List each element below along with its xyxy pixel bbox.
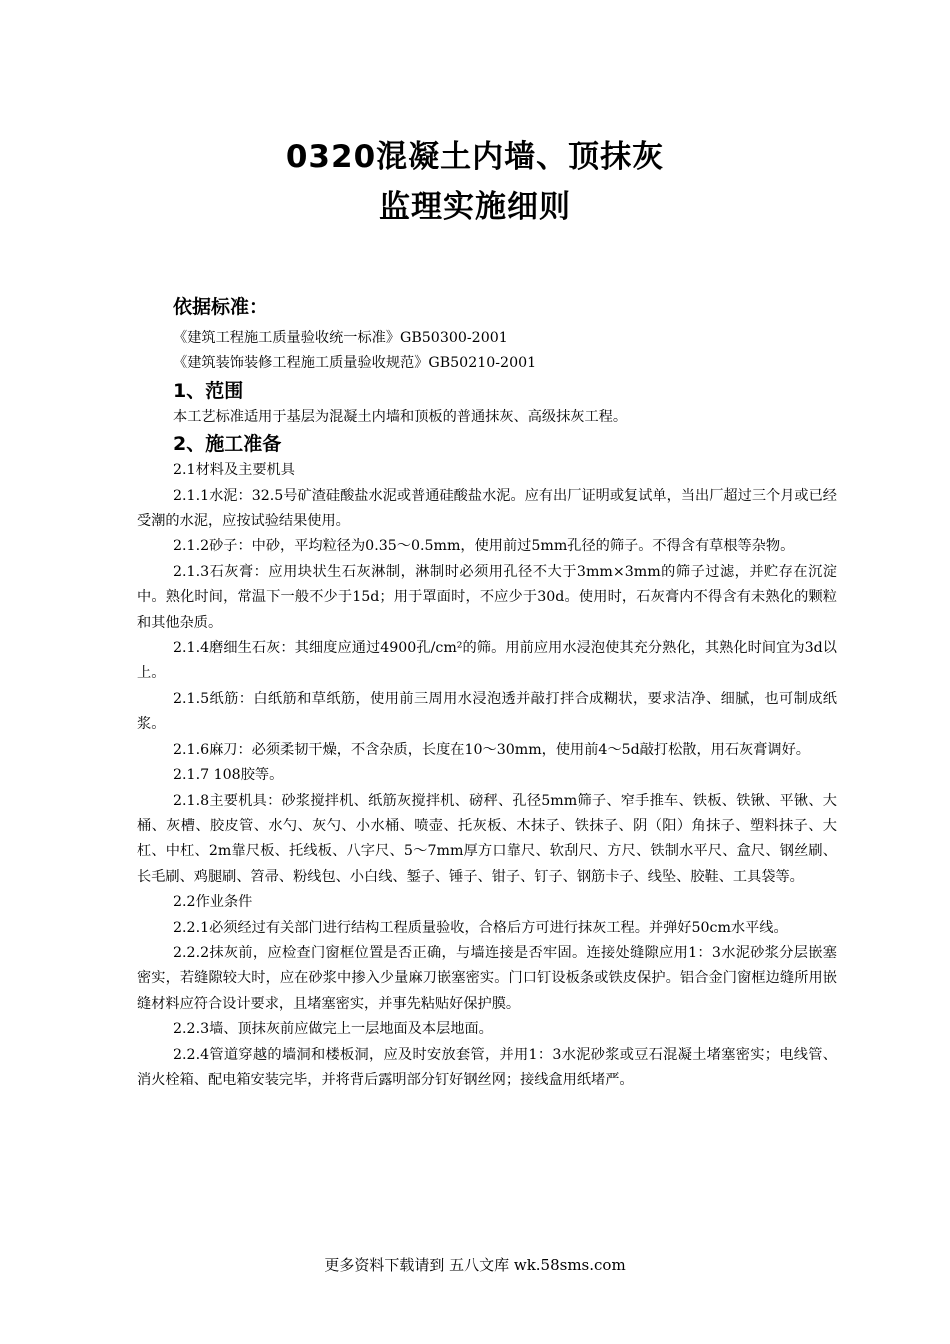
standard-reference-2: 《建筑装饰装修工程施工质量验收规范》GB50210-2001 xyxy=(173,355,537,372)
paragraph-2-2-3: 2.2.3墙、顶抹灰前应做完上一层地面及本层地面。 xyxy=(173,1021,493,1038)
scope-paragraph: 本工艺标准适用于基层为混凝土内墙和顶板的普通抹灰、高级抹灰工程。 xyxy=(173,408,628,425)
paragraph-2-2-4: 2.2.4管道穿越的墙洞和楼板洞，应及时安放套管，并用1：3水泥砂浆或豆石混凝土堵塞密实；电线管、消火栓箱、配电箱安装完毕，并将背后露明部分钉好钢丝网；接线盒用纸堵严。 xyxy=(137,1046,837,1088)
standard-reference-1: 《建筑工程施工质量验收统一标准》GB50300-2001 xyxy=(173,330,508,346)
paragraph-2-1-1: 2.1.1水泥：32.5号矿渣硅酸盐水泥或普通硅酸盐水泥。应有出厂证明或复试单，当出厂超过三个月或已经受潮的水泥，应按试验结果使用。 xyxy=(137,487,837,530)
paragraph-2-1-2: 2.1.2砂子：中砂，平均粒径为0.35～0.5mm，使用前过5mm孔径的筛子。不得含有草根等杂物。 xyxy=(173,538,795,555)
document-title-line-2: 监理实施细则 xyxy=(379,189,571,225)
footer-download-note: 更多资料下载请到 五八文库 wk.58sms.com xyxy=(324,1256,626,1274)
section-heading-scope: 1、范围 xyxy=(173,379,244,402)
paragraph-2-1-4: 2.1.4磨细生石灰：其细度应通过4900孔/cm²的筛。用前应用水浸泡使其充分熟化，其熟化时间宜为3d以上。 xyxy=(137,640,837,682)
document-body xyxy=(137,293,837,1093)
paragraph-2-2-2: 2.2.2抹灰前，应检查门窗框位置是否正确，与墙连接是否牢固。连接处缝隙应用1：3水泥砂浆分层嵌塞密实，若缝隙较大时，应在砂浆中掺入少量麻刀嵌塞密实。门口钉设板条或铁皮保护。铝合金门窗框边缝所用嵌缝材料应符合设计要求，且堵塞密实，并事先粘贴好保护膜。 xyxy=(137,944,837,1012)
paragraph-2-1-8: 2.1.8主要机具：砂浆搅拌机、纸筋灰搅拌机、磅秤、孔径5mm筛子、窄手推车、铁板、铁锹、平锹、大桶、灰槽、胶皮管、水勺、灰勺、小水桶、喷壶、托灰板、木抹子、铁抹子、阴（阳）角抹子、塑料抹子、大杠、中杠、2m靠尺板、托线板、八字尺、5～7mm厚方口靠尺、软刮尺、方尺、铁制水平尺、盒尺、钢丝刷、长毛刷、鸡腿刷、笤帚、粉线包、小白线、錾子、锤子、钳子、钉子、钢筋卡子、线坠、胶鞋、工具袋等。 xyxy=(137,792,837,885)
paragraph-2-1-3: 2.1.3石灰膏：应用块状生石灰淋制，淋制时必须用孔径不大于3mm×3mm的筛子过滤，并贮存在沉淀中。熟化时间，常温下一般不少于15d；用于罩面时，不应少于30d。使用时，石灰膏内不得含有未熟化的颗粒和其他杂质。 xyxy=(137,563,837,631)
paragraph-2-2-1: 2.2.1必须经过有关部门进行结构工程质量验收，合格后方可进行抹灰工程。并弹好50cm水平线。 xyxy=(173,919,788,936)
basis-heading: 依据标准： xyxy=(173,296,269,318)
paragraph-2-1-5: 2.1.5纸筋：白纸筋和草纸筋，使用前三周用水浸泡透并敲打拌合成糊状，要求洁净、细腻，也可制成纸浆。 xyxy=(137,690,837,733)
paragraph-2-1-7: 2.1.7 108胶等。 xyxy=(173,767,284,784)
subsection-work-conditions: 2.2作业条件 xyxy=(173,894,253,911)
document-title-line-1: 0320混凝土内墙、顶抹灰 xyxy=(285,139,665,175)
section-heading-preparation: 2、施工准备 xyxy=(173,433,282,456)
subsection-materials: 2.1材料及主要机具 xyxy=(173,462,295,479)
paragraph-2-1-6: 2.1.6麻刀：必须柔韧干燥，不含杂质，长度在10～30mm，使用前4～5d敲打松散，用石灰膏调好。 xyxy=(173,741,810,758)
